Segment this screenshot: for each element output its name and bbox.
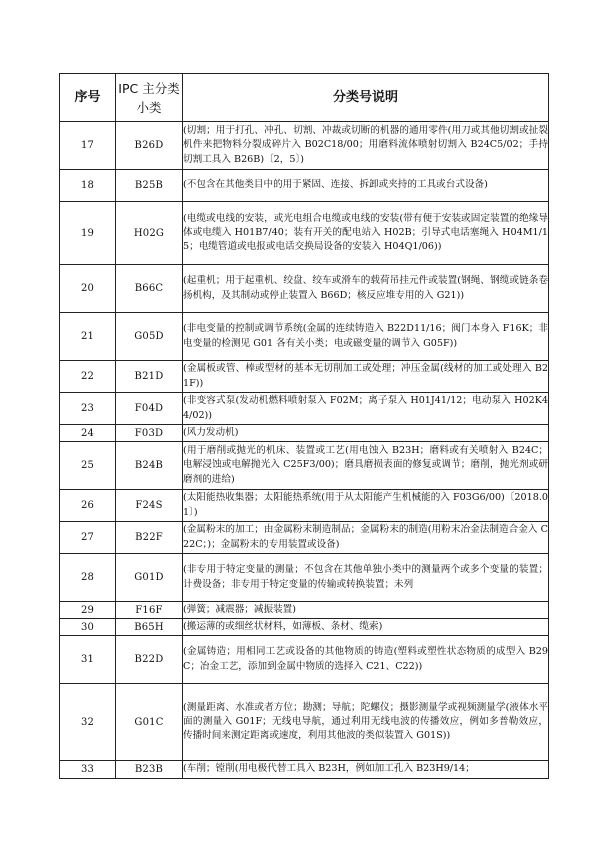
header-ipc-subclass: IPC 主分类小类 xyxy=(116,74,183,122)
table-row xyxy=(60,361,549,393)
table-header-row xyxy=(60,74,549,122)
table-row xyxy=(60,619,549,636)
row-ipc-code: G05D xyxy=(116,313,183,361)
table-row xyxy=(60,602,549,619)
row-description: (切割；用于打孔、冲孔、切割、冲裁或切断的机器的通用零件(用刀或其他切割或扯裂机件来把物料分裂成碎片入 B02C18/00；用磨料流体喷射切割入 B24C5/02；手持切割工具入 B26B)〔2，5〕) xyxy=(183,122,549,170)
row-seq: 19 xyxy=(60,202,116,265)
row-description: (非电变量的控制或调节系统(金属的连续铸造入 B22D11/16；阀门本身入 F16K；非电变量的检测见 G01 各有关小类；电或磁变量的调节入 G05F)) xyxy=(183,313,549,361)
table-row xyxy=(60,425,549,442)
row-seq: 23 xyxy=(60,393,116,425)
table-row xyxy=(60,393,549,425)
row-description: (用于磨削或抛光的机床、装置或工艺(用电蚀入 B23H；磨料或有关喷射入 B24C；电解浸蚀或电解抛光入 C25F3/00)；磨具磨损表面的修复或调节；磨削，抛光剂或研磨剂的进给) xyxy=(183,442,549,490)
row-description: (金属铸造；用相同工艺或设备的其他物质的铸造(塑料或塑性状态物质的成型入 B29C；冶金工艺，添加到金属中物质的选择入 C21、C22)) xyxy=(183,636,549,684)
row-ipc-code: F03D xyxy=(116,425,183,442)
row-description: (非变容式泵(发动机燃料喷射泵入 F02M；离子泵入 H01J41/12；电动泵入 H02K44/02)) xyxy=(183,393,549,425)
row-description: (太阳能热收集器；太阳能热系统(用于从太阳能产生机械能的入 F03G6/00)〔2018.01〕) xyxy=(183,490,549,522)
row-ipc-code: B21D xyxy=(116,361,183,393)
row-ipc-code: B22F xyxy=(116,522,183,554)
row-description: (金属粉末的加工；由金属粉末制造制品；金属粉末的制造(用粉末冶金法制造合金入 C22C；)；金属粉末的专用装置或设备) xyxy=(183,522,549,554)
row-description: (测量距离、水准或者方位；勘测；导航；陀螺仪；摄影测量学或视频测量学(液体水平面的测量入 G01F；无线电导航，通过利用无线电波的传播效应，例如多普勒效应，传播时间来测定距离或速度，利用其他波的类似装置入 G01S)) xyxy=(183,684,549,761)
row-ipc-code: F24S xyxy=(116,490,183,522)
row-description: (电缆或电线的安装，或光电组合电缆或电线的安装(带有便于安装或固定装置的绝缘导体或电缆入 H01B7/40；装有开关的配电站入 H02B；引导式电话塞绳入 H04M1/15；电缆管道或电报或电话交换局设备的安装入 H04Q1/06)) xyxy=(183,202,549,265)
row-seq: 26 xyxy=(60,490,116,522)
table-row xyxy=(60,202,549,265)
row-description: (风力发动机) xyxy=(183,425,549,442)
row-seq: 18 xyxy=(60,170,116,202)
row-description: (车削；镗削(用电极代替工具入 B23H，例如加工孔入 B23H9/14； xyxy=(183,761,549,779)
row-seq: 32 xyxy=(60,684,116,761)
row-description: (金属板或管、棒或型材的基本无切削加工或处理；冲压金属(线材的加工或处理入 B21F)) xyxy=(183,361,549,393)
table-row xyxy=(60,265,549,313)
row-ipc-code: B65H xyxy=(116,619,183,636)
row-ipc-code: B66C xyxy=(116,265,183,313)
row-seq: 29 xyxy=(60,602,116,619)
header-description: 分类号说明 xyxy=(183,74,549,122)
table-row xyxy=(60,170,549,202)
table-row xyxy=(60,554,549,602)
row-ipc-code: G01C xyxy=(116,684,183,761)
row-seq: 28 xyxy=(60,554,116,602)
row-ipc-code: F16F xyxy=(116,602,183,619)
table-body xyxy=(60,122,549,779)
row-ipc-code: G01D xyxy=(116,554,183,602)
row-ipc-code: B25B xyxy=(116,170,183,202)
row-seq: 20 xyxy=(60,265,116,313)
row-description: (搬运薄的或细丝状材料，如薄板、条材、缆索) xyxy=(183,619,549,636)
table-row xyxy=(60,313,549,361)
row-ipc-code: H02G xyxy=(116,202,183,265)
row-seq: 21 xyxy=(60,313,116,361)
table-row xyxy=(60,490,549,522)
row-seq: 22 xyxy=(60,361,116,393)
row-description: (弹簧；减震器；减振装置) xyxy=(183,602,549,619)
row-seq: 33 xyxy=(60,761,116,779)
row-seq: 24 xyxy=(60,425,116,442)
row-seq: 30 xyxy=(60,619,116,636)
row-ipc-code: B22D xyxy=(116,636,183,684)
header-seq: 序号 xyxy=(60,74,116,122)
row-ipc-code: B24B xyxy=(116,442,183,490)
table-row xyxy=(60,636,549,684)
table-row xyxy=(60,684,549,761)
table-row xyxy=(60,522,549,554)
row-ipc-code: F04D xyxy=(116,393,183,425)
table-row xyxy=(60,442,549,490)
row-ipc-code: B26D xyxy=(116,122,183,170)
row-description: (非专用于特定变量的测量；不包含在其他单独小类中的测量两个或多个变量的装置；计费设备；非专用于特定变量的传输或转换装置；未列 xyxy=(183,554,549,602)
row-seq: 27 xyxy=(60,522,116,554)
row-description: (起重机；用于起重机、绞盘、绞车或滑车的载荷吊挂元件或装置(钢绳、钢缆或链条卷扬机构，及其制动或停止装置入 B66D；核反应堆专用的入 G21)) xyxy=(183,265,549,313)
table-row xyxy=(60,761,549,779)
row-seq: 17 xyxy=(60,122,116,170)
ipc-classification-table xyxy=(59,73,549,779)
table-row xyxy=(60,122,549,170)
row-ipc-code: B23B xyxy=(116,761,183,779)
row-description: (不包含在其他类目中的用于紧固、连接、拆卸或夹持的工具或台式设备) xyxy=(183,170,549,202)
row-seq: 25 xyxy=(60,442,116,490)
row-seq: 31 xyxy=(60,636,116,684)
